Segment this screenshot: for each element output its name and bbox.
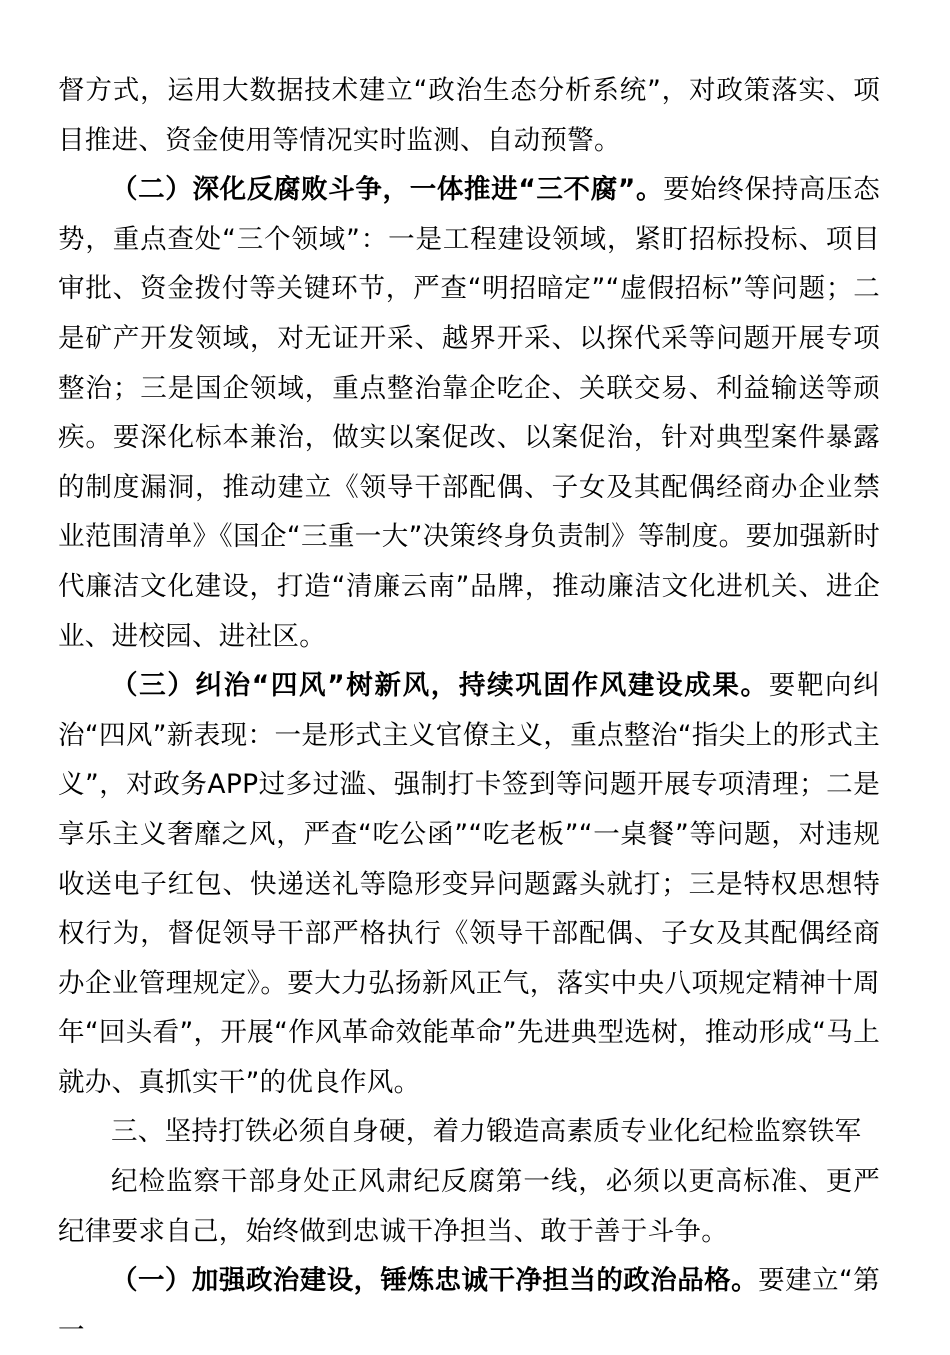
paragraph-text: 督方式，运用大数据技术建立“政治生态分析系统”，对政策落实、项目推进、资金使用等情况实时监测、自动预警。 bbox=[58, 75, 880, 156]
paragraph-heading: （二）深化反腐败斗争，一体推进“三不腐”。 bbox=[111, 174, 664, 206]
paragraph-text: 纪检监察干部身处正风肃纪反腐第一线，必须以更高标准、更严纪律要求自己，始终做到忠诚干净担当、敢于善于斗争。 bbox=[58, 1166, 880, 1247]
paragraph-text: 要始终保持高压态势，重点查处“三个领域”：一是工程建设领域，紧盯招标投标、项目审批、资金拨付等关键环节，严查“明招暗定”“虚假招标”等问题；二是矿产开发领域，对无证开采、越界开采、以探代采等问题开展专项整治；三是国企领域，重点整治靠企吃企、关联交易、利益输送等顽疾。要深化标本兼治，做实以案促改、以案促治，针对典型案件暴露的制度漏洞，推动建立《领导干部配偶、子女及其配偶经商办企业禁业范围清单》《国企“三重一大”决策终身负责制》等制度。要加强新时代廉洁文化建设，打造“清廉云南”品牌，推动廉洁文化进机关、进企业、进校园、进社区。 bbox=[58, 174, 880, 652]
section-title: 三、坚持打铁必须自身硬，着力锻造高素质专业化纪检监察铁军 bbox=[111, 1116, 862, 1148]
paragraph-anti-corruption bbox=[58, 165, 880, 661]
paragraph-heading: （三）纠治“四风”树新风，持续巩固作风建设成果。 bbox=[111, 670, 769, 702]
paragraph-heading: （一）加强政治建设，锤炼忠诚干净担当的政治品格。 bbox=[111, 1265, 759, 1297]
section-heading bbox=[58, 1107, 880, 1157]
paragraph-text: 要靶向纠治“四风”新表现：一是形式主义官僚主义，重点整治“指尖上的形式主义”，对政务APP过多过滥、强制打卡签到等问题开展专项清理；二是享乐主义奢靡之风，严查“吃公函”“吃老板”“一桌餐”等问题，对违规收送电子红包、快递送礼等隐形变异问题露头就打；三是特权思想特权行为，督促领导干部严格执行《领导干部配偶、子女及其配偶经商办企业管理规定》。要大力弘扬新风正气，落实中央八项规定精神十周年“回头看”，开展“作风革命效能革命”先进典型选树，推动形成“马上就办、真抓实干”的优良作风。 bbox=[58, 670, 880, 1098]
document-page bbox=[58, 66, 880, 1355]
paragraph-intro bbox=[58, 1157, 880, 1256]
paragraph-political-building bbox=[58, 1256, 880, 1355]
paragraph-text: 要建立“第一 bbox=[58, 1265, 881, 1346]
paragraph-four-winds bbox=[58, 661, 880, 1107]
paragraph-continuation bbox=[58, 66, 880, 165]
